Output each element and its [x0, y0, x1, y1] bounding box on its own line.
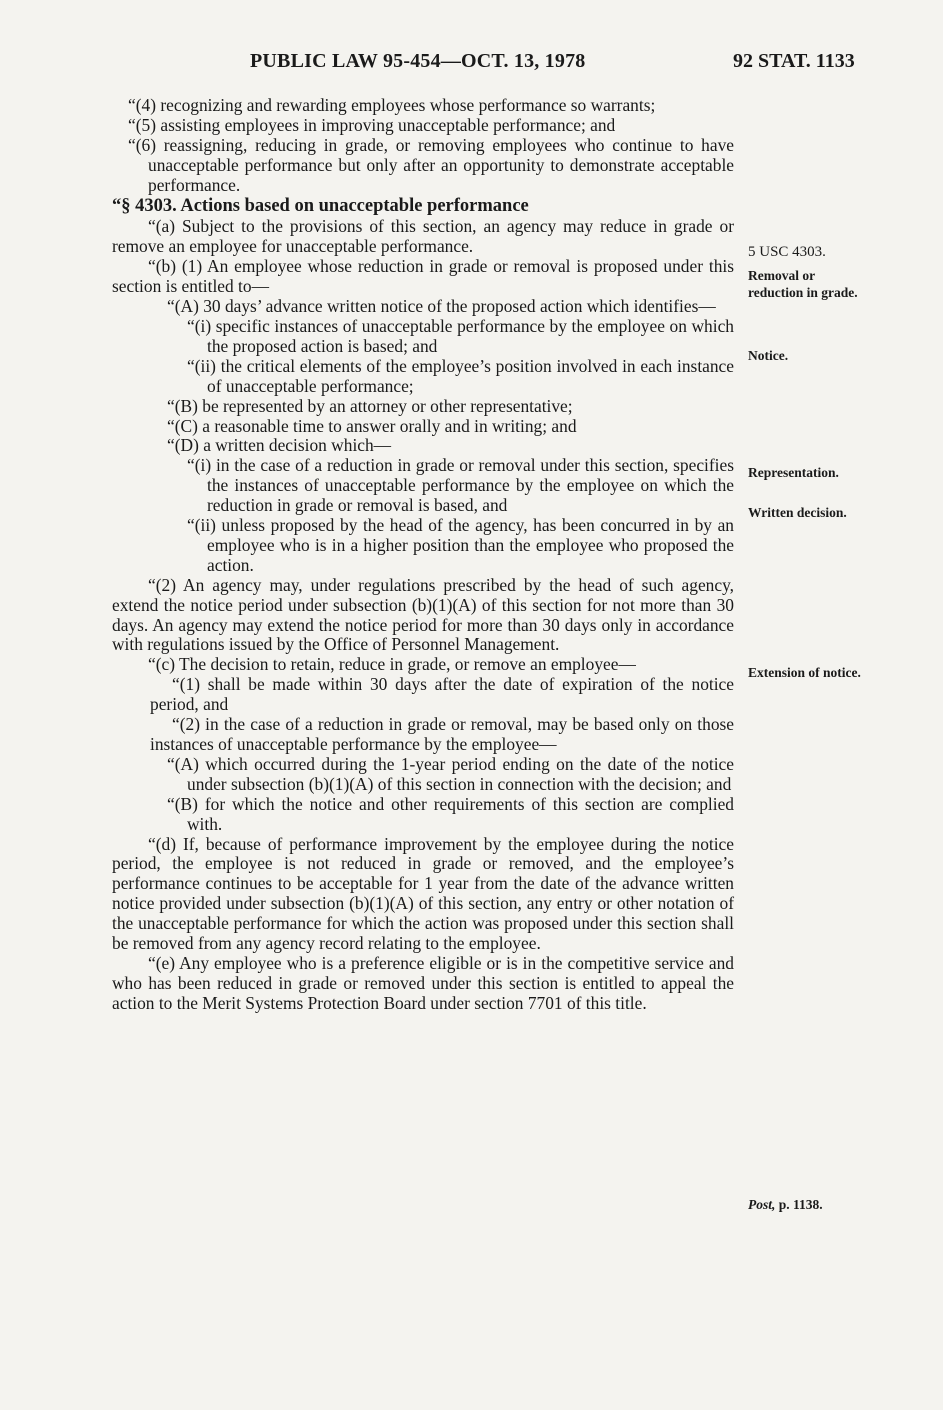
margin-note-written-decision: Written decision. [748, 505, 847, 520]
paragraph: “(A) 30 days’ advance written notice of the proposed action which identifies— [167, 296, 716, 317]
paragraph: “(d) If, because of performance improvement by the employee during the notice period, the employee is not reduced in grade or removed, and the employee’s performance continues to be acceptable for 1 year from the date of the advance written notice provided under subsection (b)(1)(A) of this section, any entry or other notation of the unacceptable performance for which the action was proposed under this section shall be removed from any agency record relating to the employee. [112, 833, 734, 954]
paragraph: “(4) recognizing and rewarding employees whose performance so warrants; [128, 95, 656, 115]
paragraph: “(e) Any employee who is a preference eligible or is in the competitive service and who has been reduced in grade or removed under this section is entitled to appeal the action to the Merit Systems Protection Board under section 7701 of this title. [112, 952, 734, 1013]
paragraph: “(b) (1) An employee whose reduction in grade or removal is proposed under this section is entitled to— [112, 256, 734, 297]
paragraph: “(A) which occurred during the 1-year period ending on the date of the notice under subsection (b)(1)(A) of this section in connection with the decision; and [167, 753, 734, 794]
paragraph: “(B) for which the notice and other requirements of this section are complied with. [167, 793, 734, 834]
paragraph: “(a) Subject to the provisions of this section, an agency may reduce in grade or remove an employee for unacceptable performance. [112, 216, 734, 257]
margin-note-representation: Representation. [748, 465, 839, 480]
margin-note-post [748, 1197, 868, 1214]
paragraph: “(1) shall be made within 30 days after the date of expiration of the notice period, and [150, 674, 734, 715]
margin-note-removal: Removal or reduction in grade. [748, 268, 858, 300]
statute-text [112, 96, 734, 1014]
margin-note-extension: Extension of notice. [748, 665, 861, 680]
paragraph: “(2) in the case of a reduction in grade or removal, may be based only on those instances of unacceptable performance by the employee— [150, 714, 734, 754]
paragraph: “(c) The decision to retain, reduce in grade, or remove an employee— [148, 654, 636, 675]
paragraph: “(i) specific instances of unacceptable performance by the employee on which the proposed action is based; and [187, 315, 734, 356]
law-title: PUBLIC LAW 95-454—OCT. 13, 1978 [250, 50, 586, 72]
paragraph: “(ii) the critical elements of the employee’s position involved in each instance of unacceptable performance; [187, 355, 734, 396]
paragraph: “(i) in the case of a reduction in grade or removal under this section, specifies the instances of unacceptable performance by the employee on which the reduction in grade or removal is based, and [187, 455, 734, 516]
statute-reference: 92 STAT. 1133 [733, 50, 855, 72]
paragraph: “(B) be represented by an attorney or other representative; [167, 395, 573, 416]
paragraph: “(ii) unless proposed by the head of the agency, has been concurred in by an employee who is in a higher position than the employee who proposed the action. [187, 515, 734, 575]
section-heading: “§ 4303. Actions based on unacceptable performance [112, 195, 529, 216]
paragraph: “(2) An agency may, under regulations prescribed by the head of such agency, extend the notice period under subsection (b)(1)(A) of this section for not more than 30 days. An agency may extend the notice period for more than 30 days only in accordance with regulations issued by the Office of Personnel Management. [112, 574, 734, 655]
post-label: Post, [748, 1197, 776, 1212]
post-page: p. 1138. [775, 1197, 823, 1212]
paragraph: “(6) reassigning, reducing in grade, or removing employees who continue to have unacceptable performance but only after an opportunity to demonstrate acceptable performance. [128, 134, 734, 195]
page-header [0, 50, 943, 80]
margin-note-notice: Notice. [748, 348, 789, 363]
paragraph: “(C) a reasonable time to answer orally and in writing; and [167, 415, 577, 436]
paragraph: “(5) assisting employees in improving unacceptable performance; and [128, 114, 616, 135]
margin-note-usc: 5 USC 4303. [748, 244, 826, 260]
paragraph: “(D) a written decision which— [167, 435, 392, 456]
